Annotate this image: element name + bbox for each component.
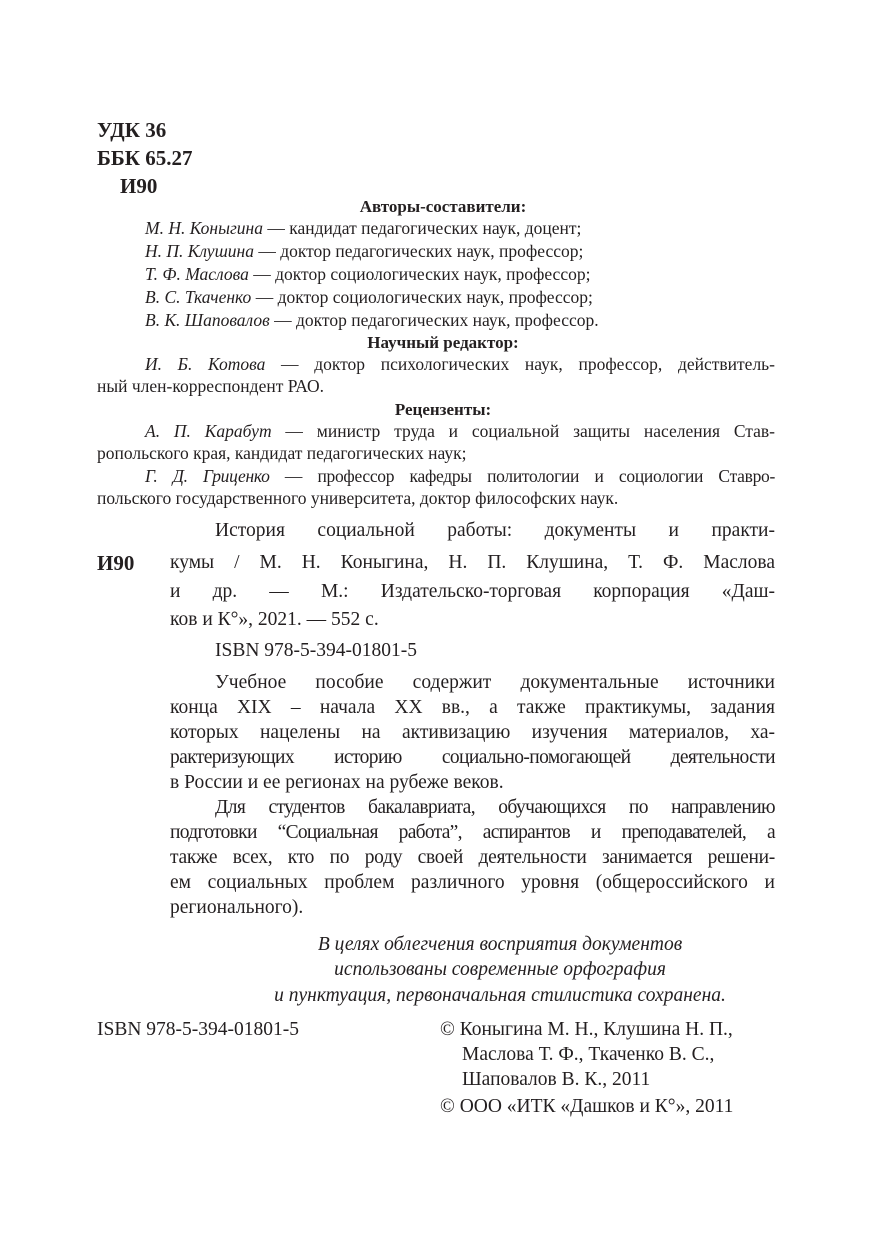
bib-line: ков и К°», 2021. — 552 с. bbox=[170, 609, 379, 630]
bib-line: История социальной работы: документы и практи- bbox=[215, 520, 775, 541]
annotation-line: рактеризующих историю социально-помогающей деятельности bbox=[170, 747, 775, 768]
copyright-line: © ООО «ИТК «Дашков и К°», 2011 bbox=[440, 1096, 734, 1117]
editor-name: И. Б. Котова bbox=[145, 354, 266, 374]
annotation-line: которых нацелены на активизацию изучения материалов, ха- bbox=[170, 722, 775, 743]
copyright-line: Маслова Т. Ф., Ткаченко В. С., bbox=[462, 1044, 715, 1065]
editor-desc-cont: ный член-корреспондент РАО. bbox=[97, 376, 325, 396]
annotation-line: также всех, кто по роду своей деятельности занимается решени- bbox=[170, 847, 775, 868]
author-name: Т. Ф. Маслова bbox=[145, 264, 249, 284]
copyright-line: © Коныгина М. Н., Клушина Н. П., bbox=[440, 1019, 733, 1040]
editor-heading: Научный редактор: bbox=[367, 333, 519, 352]
reviewer-desc: — министр труда и социальной защиты населения Став- bbox=[271, 421, 775, 441]
reviewer-line bbox=[145, 423, 775, 441]
bib-line: и др. — М.: Издательско-торговая корпорация «Даш- bbox=[170, 581, 775, 602]
reviewer-name: А. П. Карабут bbox=[145, 421, 272, 441]
reviewer-line bbox=[145, 468, 775, 486]
note-line: и пунктуация, первоначальная стилистика сохранена. bbox=[274, 985, 726, 1006]
author-desc: — кандидат педагогических наук, доцент; bbox=[262, 218, 582, 238]
author-name: В. К. Шаповалов bbox=[145, 310, 270, 330]
editor-line bbox=[145, 356, 775, 374]
reviewer-desc-cont: польского государственного университета, доктор философских наук. bbox=[97, 488, 619, 508]
author-line bbox=[145, 289, 593, 307]
author-line bbox=[145, 243, 583, 261]
annotation-line: в России и ее регионах на рубеже веков. bbox=[170, 772, 504, 793]
udk-code: УДК 36 bbox=[97, 118, 167, 142]
bib-author-mark: И90 bbox=[97, 551, 135, 575]
author-name: В. С. Ткаченко bbox=[145, 287, 252, 307]
copyright-line: Шаповалов В. К., 2011 bbox=[462, 1069, 651, 1090]
reviewer-desc-cont: ропольского края, кандидат педагогических наук; bbox=[97, 443, 467, 463]
author-line bbox=[145, 312, 599, 330]
reviewer-name: Г. Д. Гриценко bbox=[145, 466, 270, 486]
reviewer-desc: — профессор кафедры политологии и социологии Ставро- bbox=[269, 466, 775, 486]
author-desc: — доктор социологических наук, профессор; bbox=[248, 264, 591, 284]
reviewers-heading: Рецензенты: bbox=[394, 400, 492, 419]
footer-isbn: ISBN 978-5-394-01801-5 bbox=[97, 1019, 300, 1040]
author-desc: — доктор социологических наук, профессор; bbox=[251, 287, 593, 307]
editor-desc: — доктор психологических наук, профессор, действитель- bbox=[265, 354, 775, 374]
note-line: В целях облегчения восприятия документов bbox=[317, 934, 683, 955]
author-name: Н. П. Клушина bbox=[145, 241, 254, 261]
author-line bbox=[145, 220, 581, 238]
author-mark: И90 bbox=[120, 174, 158, 198]
annotation-line: Учебное пособие содержит документальные источники bbox=[215, 672, 775, 693]
annotation-line: ем социальных проблем различного уровня (общероссийского и bbox=[170, 872, 775, 893]
bbk-code: ББК 65.27 bbox=[97, 146, 193, 170]
bib-line: кумы / М. Н. Коныгина, Н. П. Клушина, Т. Ф. Маслова bbox=[170, 552, 775, 573]
authors-heading: Авторы-составители: bbox=[359, 197, 527, 216]
annotation-line: подготовки “Социальная работа”, аспирантов и преподавателей, а bbox=[170, 822, 775, 843]
author-line bbox=[145, 266, 590, 284]
author-desc: — доктор педагогических наук, профессор; bbox=[253, 241, 584, 261]
note-line: использованы современные орфография bbox=[334, 959, 666, 980]
bib-isbn: ISBN 978-5-394-01801-5 bbox=[215, 640, 418, 661]
author-desc: — доктор педагогических наук, профессор. bbox=[269, 310, 599, 330]
annotation-line: конца XIX – начала XX вв., а также практикумы, задания bbox=[170, 697, 775, 718]
annotation-line: регионального). bbox=[170, 897, 304, 918]
annotation-line: Для студентов бакалавриата, обучающихся по направлению bbox=[215, 797, 775, 818]
author-name: М. Н. Коныгина bbox=[145, 218, 263, 238]
